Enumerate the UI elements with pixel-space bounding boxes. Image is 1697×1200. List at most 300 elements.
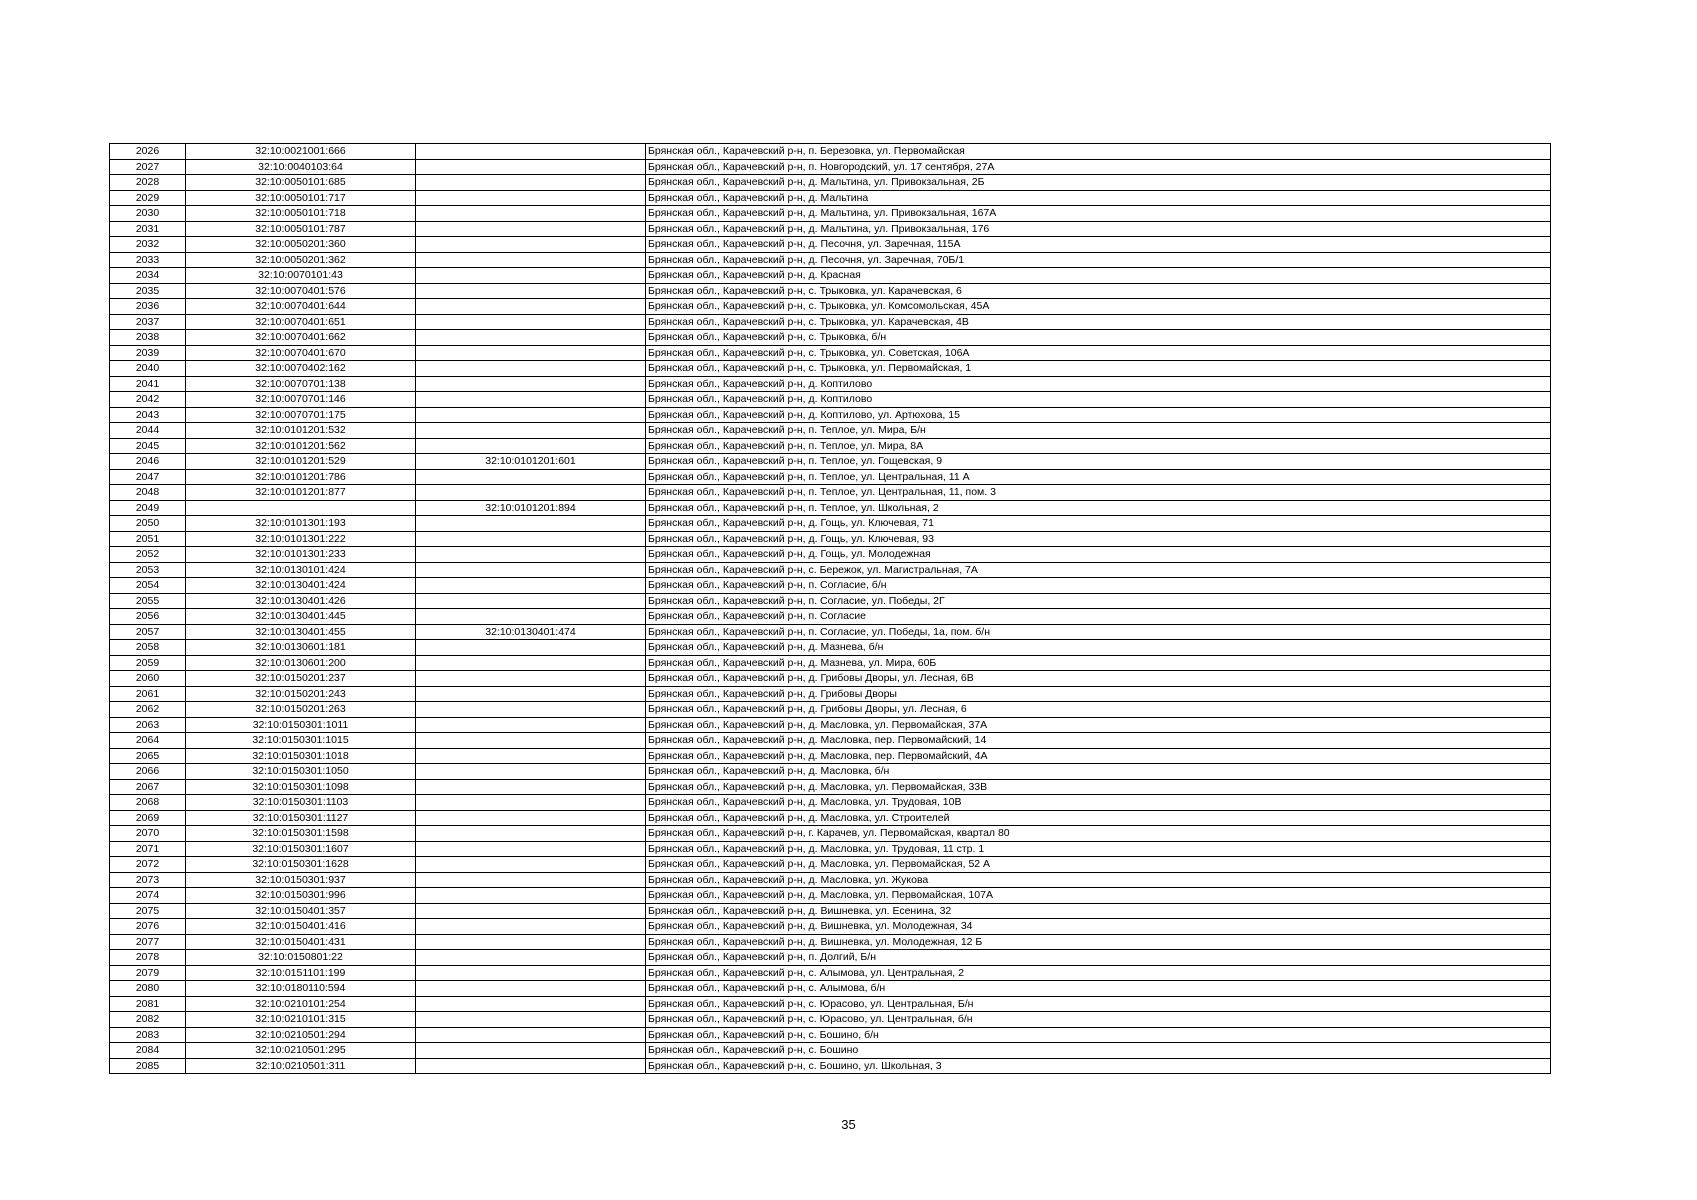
cadastral-number-cell: 32:10:0150301:1628 [186,857,416,873]
related-cadastral-number-cell [416,485,646,501]
address-cell: Брянская обл., Карачевский р-н, д. Коптилово, ул. Артюхова, 15 [646,407,1551,423]
address-cell: Брянская обл., Карачевский р-н, д. Мазнева, ул. Мира, 60Б [646,655,1551,671]
related-cadastral-number-cell [416,888,646,904]
address-cell: Брянская обл., Карачевский р-н, д. Песочня, ул. Заречная, 70Б/1 [646,252,1551,268]
row-number-cell: 2049 [110,500,186,516]
row-number-cell: 2064 [110,733,186,749]
table-row [110,624,1551,640]
row-number-cell: 2027 [110,159,186,175]
table-row [110,345,1551,361]
table-row [110,903,1551,919]
cadastral-number-cell: 32:10:0101301:193 [186,516,416,532]
cadastral-number-cell: 32:10:0070701:138 [186,376,416,392]
row-number-cell: 2035 [110,283,186,299]
cadastral-number-cell: 32:10:0070401:644 [186,299,416,315]
table-row [110,562,1551,578]
table-row [110,547,1551,563]
related-cadastral-number-cell [416,252,646,268]
address-cell: Брянская обл., Карачевский р-н, п. Теплое, ул. Гощевская, 9 [646,454,1551,470]
address-cell: Брянская обл., Карачевский р-н, п. Согласие, б/н [646,578,1551,594]
table-row [110,702,1551,718]
table-row [110,950,1551,966]
row-number-cell: 2033 [110,252,186,268]
row-number-cell: 2054 [110,578,186,594]
row-number-cell: 2051 [110,531,186,547]
row-number-cell: 2055 [110,593,186,609]
address-cell: Брянская обл., Карачевский р-н, с. Бошино, б/н [646,1027,1551,1043]
row-number-cell: 2074 [110,888,186,904]
table-row [110,454,1551,470]
address-cell: Брянская обл., Карачевский р-н, д. Масловка, б/н [646,764,1551,780]
table-row [110,888,1551,904]
row-number-cell: 2043 [110,407,186,423]
related-cadastral-number-cell: 32:10:0101201:601 [416,454,646,470]
table-row [110,485,1551,501]
related-cadastral-number-cell [416,593,646,609]
cadastral-number-cell: 32:10:0210501:295 [186,1043,416,1059]
cadastral-number-cell: 32:10:0130401:426 [186,593,416,609]
address-cell: Брянская обл., Карачевский р-н, с. Трыковка, ул. Советская, 106А [646,345,1551,361]
related-cadastral-number-cell: 32:10:0130401:474 [416,624,646,640]
related-cadastral-number-cell [416,702,646,718]
row-number-cell: 2076 [110,919,186,935]
row-number-cell: 2041 [110,376,186,392]
row-number-cell: 2046 [110,454,186,470]
address-cell: Брянская обл., Карачевский р-н, д. Масловка, ул. Первомайская, 37А [646,717,1551,733]
address-cell: Брянская обл., Карачевский р-н, д. Вишневка, ул. Есенина, 32 [646,903,1551,919]
row-number-cell: 2080 [110,981,186,997]
table-row [110,175,1551,191]
address-cell: Брянская обл., Карачевский р-н, д. Масловка, ул. Трудовая, 10В [646,795,1551,811]
related-cadastral-number-cell [416,392,646,408]
table-row [110,578,1551,594]
cadastral-number-cell: 32:10:0130101:424 [186,562,416,578]
row-number-cell: 2031 [110,221,186,237]
table-row [110,872,1551,888]
related-cadastral-number-cell [416,919,646,935]
address-cell: Брянская обл., Карачевский р-н, д. Масловка, ул. Жукова [646,872,1551,888]
row-number-cell: 2068 [110,795,186,811]
address-cell: Брянская обл., Карачевский р-н, д. Гощь, ул. Ключевая, 71 [646,516,1551,532]
table-row [110,283,1551,299]
table-row [110,438,1551,454]
address-cell: Брянская обл., Карачевский р-н, п. Долгий, Б/н [646,950,1551,966]
row-number-cell: 2061 [110,686,186,702]
table-row [110,593,1551,609]
row-number-cell: 2073 [110,872,186,888]
related-cadastral-number-cell [416,872,646,888]
address-cell: Брянская обл., Карачевский р-н, д. Песочня, ул. Заречная, 115А [646,237,1551,253]
cadastral-number-cell: 32:10:0050201:360 [186,237,416,253]
address-cell: Брянская обл., Карачевский р-н, д. Мальтина, ул. Привокзальная, 176 [646,221,1551,237]
table-row [110,826,1551,842]
cadastral-number-cell: 32:10:0130601:181 [186,640,416,656]
table-row [110,996,1551,1012]
table-row [110,268,1551,284]
address-cell: Брянская обл., Карачевский р-н, с. Трыковка, ул. Первомайская, 1 [646,361,1551,377]
table-row [110,965,1551,981]
related-cadastral-number-cell [416,717,646,733]
table-row [110,237,1551,253]
address-cell: Брянская обл., Карачевский р-н, д. Красная [646,268,1551,284]
row-number-cell: 2034 [110,268,186,284]
table-row [110,330,1551,346]
cadastral-number-cell: 32:10:0070401:662 [186,330,416,346]
related-cadastral-number-cell [416,857,646,873]
register-table-container [109,143,1550,1074]
address-cell: Брянская обл., Карачевский р-н, с. Трыковка, ул. Комсомольская, 45А [646,299,1551,315]
cadastral-number-cell: 32:10:0050101:685 [186,175,416,191]
related-cadastral-number-cell [416,175,646,191]
row-number-cell: 2063 [110,717,186,733]
row-number-cell: 2052 [110,547,186,563]
address-cell: Брянская обл., Карачевский р-н, п. Березовка, ул. Первомайская [646,144,1551,160]
related-cadastral-number-cell [416,826,646,842]
address-cell: Брянская обл., Карачевский р-н, с. Алымова, б/н [646,981,1551,997]
table-row [110,221,1551,237]
page-number: 35 [841,1117,856,1132]
related-cadastral-number-cell [416,934,646,950]
table-row [110,841,1551,857]
cadastral-number-cell: 32:10:0180110:594 [186,981,416,997]
row-number-cell: 2081 [110,996,186,1012]
cadastral-number-cell: 32:10:0130401:455 [186,624,416,640]
address-cell: Брянская обл., Карачевский р-н, д. Масловка, пер. Первомайский, 4А [646,748,1551,764]
table-row [110,144,1551,160]
address-cell: Брянская обл., Карачевский р-н, д. Масловка, ул. Трудовая, 11 стр. 1 [646,841,1551,857]
cadastral-number-cell: 32:10:0101201:562 [186,438,416,454]
address-cell: Брянская обл., Карачевский р-н, с. Юрасово, ул. Центральная, б/н [646,1012,1551,1028]
cadastral-number-cell: 32:10:0070401:651 [186,314,416,330]
row-number-cell: 2083 [110,1027,186,1043]
related-cadastral-number-cell [416,376,646,392]
related-cadastral-number-cell [416,361,646,377]
address-cell: Брянская обл., Карачевский р-н, п. Теплое, ул. Школьная, 2 [646,500,1551,516]
cadastral-number-cell: 32:10:0101201:786 [186,469,416,485]
address-cell: Брянская обл., Карачевский р-н, д. Масловка, ул. Первомайская, 107А [646,888,1551,904]
table-row [110,206,1551,222]
row-number-cell: 2059 [110,655,186,671]
row-number-cell: 2047 [110,469,186,485]
address-cell: Брянская обл., Карачевский р-н, д. Мальтина [646,190,1551,206]
cadastral-number-cell: 32:10:0150301:1018 [186,748,416,764]
row-number-cell: 2044 [110,423,186,439]
address-cell: Брянская обл., Карачевский р-н, с. Трыковка, ул. Карачевская, 4В [646,314,1551,330]
related-cadastral-number-cell [416,438,646,454]
row-number-cell: 2045 [110,438,186,454]
address-cell: Брянская обл., Карачевский р-н, д. Масловка, пер. Первомайский, 14 [646,733,1551,749]
cadastral-number-cell: 32:10:0150301:937 [186,872,416,888]
table-row [110,717,1551,733]
register-table [109,143,1551,1074]
address-cell: Брянская обл., Карачевский р-н, д. Мальтина, ул. Привокзальная, 2Б [646,175,1551,191]
address-cell: Брянская обл., Карачевский р-н, д. Коптилово [646,392,1551,408]
row-number-cell: 2030 [110,206,186,222]
table-row [110,299,1551,315]
cadastral-number-cell: 32:10:0040103:64 [186,159,416,175]
row-number-cell: 2085 [110,1058,186,1074]
related-cadastral-number-cell [416,531,646,547]
cadastral-number-cell: 32:10:0150401:431 [186,934,416,950]
related-cadastral-number-cell [416,221,646,237]
cadastral-number-cell: 32:10:0150301:1103 [186,795,416,811]
table-row [110,1012,1551,1028]
address-cell: Брянская обл., Карачевский р-н, д. Мазнева, б/н [646,640,1551,656]
table-row [110,516,1551,532]
row-number-cell: 2079 [110,965,186,981]
cadastral-number-cell: 32:10:0050101:787 [186,221,416,237]
related-cadastral-number-cell [416,640,646,656]
cadastral-number-cell: 32:10:0150401:357 [186,903,416,919]
cadastral-number-cell: 32:10:0150201:237 [186,671,416,687]
related-cadastral-number-cell [416,268,646,284]
cadastral-number-cell: 32:10:0101201:532 [186,423,416,439]
address-cell: Брянская обл., Карачевский р-н, д. Мальтина, ул. Привокзальная, 167А [646,206,1551,222]
address-cell: Брянская обл., Карачевский р-н, п. Согласие, ул. Победы, 1а, пом. б/н [646,624,1551,640]
related-cadastral-number-cell [416,578,646,594]
address-cell: Брянская обл., Карачевский р-н, д. Вишневка, ул. Молодежная, 34 [646,919,1551,935]
address-cell: Брянская обл., Карачевский р-н, п. Теплое, ул. Мира, Б/н [646,423,1551,439]
table-row [110,159,1551,175]
row-number-cell: 2066 [110,764,186,780]
row-number-cell: 2075 [110,903,186,919]
table-row [110,733,1551,749]
address-cell: Брянская обл., Карачевский р-н, с. Бошино [646,1043,1551,1059]
cadastral-number-cell: 32:10:0070402:162 [186,361,416,377]
related-cadastral-number-cell [416,1043,646,1059]
address-cell: Брянская обл., Карачевский р-н, г. Карачев, ул. Первомайская, квартал 80 [646,826,1551,842]
cadastral-number-cell: 32:10:0070701:175 [186,407,416,423]
address-cell: Брянская обл., Карачевский р-н, с. Юрасово, ул. Центральная, Б/н [646,996,1551,1012]
row-number-cell: 2067 [110,779,186,795]
related-cadastral-number-cell [416,547,646,563]
table-row [110,795,1551,811]
cadastral-number-cell: 32:10:0101301:222 [186,531,416,547]
related-cadastral-number-cell [416,206,646,222]
cadastral-number-cell: 32:10:0150301:1607 [186,841,416,857]
cadastral-number-cell: 32:10:0150301:1098 [186,779,416,795]
row-number-cell: 2077 [110,934,186,950]
cadastral-number-cell: 32:10:0050101:717 [186,190,416,206]
address-cell: Брянская обл., Карачевский р-н, д. Масловка, ул. Строителей [646,810,1551,826]
address-cell: Брянская обл., Карачевский р-н, п. Согласие [646,609,1551,625]
address-cell: Брянская обл., Карачевский р-н, д. Грибовы Дворы, ул. Лесная, 6В [646,671,1551,687]
cadastral-number-cell: 32:10:0050201:362 [186,252,416,268]
address-cell: Брянская обл., Карачевский р-н, с. Бошино, ул. Школьная, 3 [646,1058,1551,1074]
row-number-cell: 2039 [110,345,186,361]
related-cadastral-number-cell [416,345,646,361]
cadastral-number-cell: 32:10:0210101:315 [186,1012,416,1028]
related-cadastral-number-cell [416,314,646,330]
cadastral-number-cell: 32:10:0210501:294 [186,1027,416,1043]
cadastral-number-cell: 32:10:0150801:22 [186,950,416,966]
cadastral-number-cell: 32:10:0101201:529 [186,454,416,470]
related-cadastral-number-cell [416,779,646,795]
row-number-cell: 2069 [110,810,186,826]
table-row [110,671,1551,687]
related-cadastral-number-cell [416,423,646,439]
cadastral-number-cell: 32:10:0150301:1050 [186,764,416,780]
address-cell: Брянская обл., Карачевский р-н, с. Трыковка, б/н [646,330,1551,346]
table-row [110,314,1551,330]
related-cadastral-number-cell [416,841,646,857]
related-cadastral-number-cell [416,407,646,423]
table-row [110,1058,1551,1074]
table-row [110,531,1551,547]
cadastral-number-cell: 32:10:0101201:877 [186,485,416,501]
row-number-cell: 2050 [110,516,186,532]
related-cadastral-number-cell [416,190,646,206]
table-row [110,655,1551,671]
table-row [110,981,1551,997]
related-cadastral-number-cell [416,330,646,346]
cadastral-number-cell: 32:10:0150301:1598 [186,826,416,842]
row-number-cell: 2056 [110,609,186,625]
cadastral-number-cell: 32:10:0021001:666 [186,144,416,160]
cadastral-number-cell: 32:10:0150201:243 [186,686,416,702]
table-body [110,144,1551,1074]
table-row [110,376,1551,392]
cadastral-number-cell: 32:10:0070701:146 [186,392,416,408]
cadastral-number-cell: 32:10:0130601:200 [186,655,416,671]
address-cell: Брянская обл., Карачевский р-н, д. Коптилово [646,376,1551,392]
related-cadastral-number-cell [416,965,646,981]
row-number-cell: 2070 [110,826,186,842]
table-row [110,423,1551,439]
address-cell: Брянская обл., Карачевский р-н, с. Бережок, ул. Магистральная, 7А [646,562,1551,578]
address-cell: Брянская обл., Карачевский р-н, п. Теплое, ул. Центральная, 11 А [646,469,1551,485]
table-row [110,857,1551,873]
table-row [110,919,1551,935]
cadastral-number-cell: 32:10:0130401:424 [186,578,416,594]
table-row [110,779,1551,795]
related-cadastral-number-cell [416,950,646,966]
cadastral-number-cell: 32:10:0150301:1015 [186,733,416,749]
related-cadastral-number-cell [416,795,646,811]
row-number-cell: 2036 [110,299,186,315]
cadastral-number-cell [186,500,416,516]
related-cadastral-number-cell [416,283,646,299]
table-row [110,934,1551,950]
row-number-cell: 2040 [110,361,186,377]
related-cadastral-number-cell [416,1012,646,1028]
related-cadastral-number-cell [416,159,646,175]
row-number-cell: 2082 [110,1012,186,1028]
cadastral-number-cell: 32:10:0150301:996 [186,888,416,904]
table-row [110,407,1551,423]
address-cell: Брянская обл., Карачевский р-н, п. Теплое, ул. Центральная, 11, пом. 3 [646,485,1551,501]
related-cadastral-number-cell [416,981,646,997]
address-cell: Брянская обл., Карачевский р-н, д. Масловка, ул. Первомайская, 33В [646,779,1551,795]
address-cell: Брянская обл., Карачевский р-н, с. Трыковка, ул. Карачевская, 6 [646,283,1551,299]
related-cadastral-number-cell [416,671,646,687]
table-row [110,810,1551,826]
cadastral-number-cell: 32:10:0070101:43 [186,268,416,284]
table-row [110,686,1551,702]
cadastral-number-cell: 32:10:0050101:718 [186,206,416,222]
address-cell: Брянская обл., Карачевский р-н, д. Грибовы Дворы [646,686,1551,702]
row-number-cell: 2042 [110,392,186,408]
related-cadastral-number-cell [416,748,646,764]
table-row [110,748,1551,764]
related-cadastral-number-cell [416,903,646,919]
address-cell: Брянская обл., Карачевский р-н, д. Гощь, ул. Ключевая, 93 [646,531,1551,547]
table-row [110,252,1551,268]
address-cell: Брянская обл., Карачевский р-н, п. Согласие, ул. Победы, 2Г [646,593,1551,609]
related-cadastral-number-cell [416,1027,646,1043]
cadastral-number-cell: 32:10:0210501:311 [186,1058,416,1074]
related-cadastral-number-cell [416,516,646,532]
cadastral-number-cell: 32:10:0150301:1127 [186,810,416,826]
related-cadastral-number-cell [416,299,646,315]
address-cell: Брянская обл., Карачевский р-н, д. Гощь, ул. Молодежная [646,547,1551,563]
address-cell: Брянская обл., Карачевский р-н, п. Новгородский, ул. 17 сентября, 27А [646,159,1551,175]
related-cadastral-number-cell [416,609,646,625]
address-cell: Брянская обл., Карачевский р-н, с. Алымова, ул. Центральная, 2 [646,965,1551,981]
row-number-cell: 2057 [110,624,186,640]
cadastral-number-cell: 32:10:0151101:199 [186,965,416,981]
row-number-cell: 2032 [110,237,186,253]
table-row [110,640,1551,656]
address-cell: Брянская обл., Карачевский р-н, п. Теплое, ул. Мира, 8А [646,438,1551,454]
related-cadastral-number-cell [416,562,646,578]
row-number-cell: 2071 [110,841,186,857]
row-number-cell: 2078 [110,950,186,966]
row-number-cell: 2037 [110,314,186,330]
table-row [110,190,1551,206]
related-cadastral-number-cell [416,469,646,485]
cadastral-number-cell: 32:10:0070401:576 [186,283,416,299]
related-cadastral-number-cell [416,237,646,253]
cadastral-number-cell: 32:10:0101301:233 [186,547,416,563]
table-row [110,609,1551,625]
related-cadastral-number-cell [416,686,646,702]
table-row [110,1043,1551,1059]
row-number-cell: 2058 [110,640,186,656]
table-row [110,361,1551,377]
cadastral-number-cell: 32:10:0150301:1011 [186,717,416,733]
related-cadastral-number-cell [416,764,646,780]
related-cadastral-number-cell [416,1058,646,1074]
table-row [110,1027,1551,1043]
related-cadastral-number-cell [416,810,646,826]
cadastral-number-cell: 32:10:0130401:445 [186,609,416,625]
row-number-cell: 2038 [110,330,186,346]
related-cadastral-number-cell [416,144,646,160]
cadastral-number-cell: 32:10:0150201:263 [186,702,416,718]
table-row [110,469,1551,485]
address-cell: Брянская обл., Карачевский р-н, д. Масловка, ул. Первомайская, 52 А [646,857,1551,873]
table-row [110,392,1551,408]
related-cadastral-number-cell: 32:10:0101201:894 [416,500,646,516]
address-cell: Брянская обл., Карачевский р-н, д. Вишневка, ул. Молодежная, 12 Б [646,934,1551,950]
related-cadastral-number-cell [416,996,646,1012]
related-cadastral-number-cell [416,733,646,749]
row-number-cell: 2048 [110,485,186,501]
row-number-cell: 2026 [110,144,186,160]
row-number-cell: 2053 [110,562,186,578]
row-number-cell: 2028 [110,175,186,191]
row-number-cell: 2062 [110,702,186,718]
table-row [110,500,1551,516]
cadastral-number-cell: 32:10:0210101:254 [186,996,416,1012]
row-number-cell: 2065 [110,748,186,764]
cadastral-number-cell: 32:10:0070401:670 [186,345,416,361]
row-number-cell: 2029 [110,190,186,206]
row-number-cell: 2084 [110,1043,186,1059]
related-cadastral-number-cell [416,655,646,671]
address-cell: Брянская обл., Карачевский р-н, д. Грибовы Дворы, ул. Лесная, 6 [646,702,1551,718]
